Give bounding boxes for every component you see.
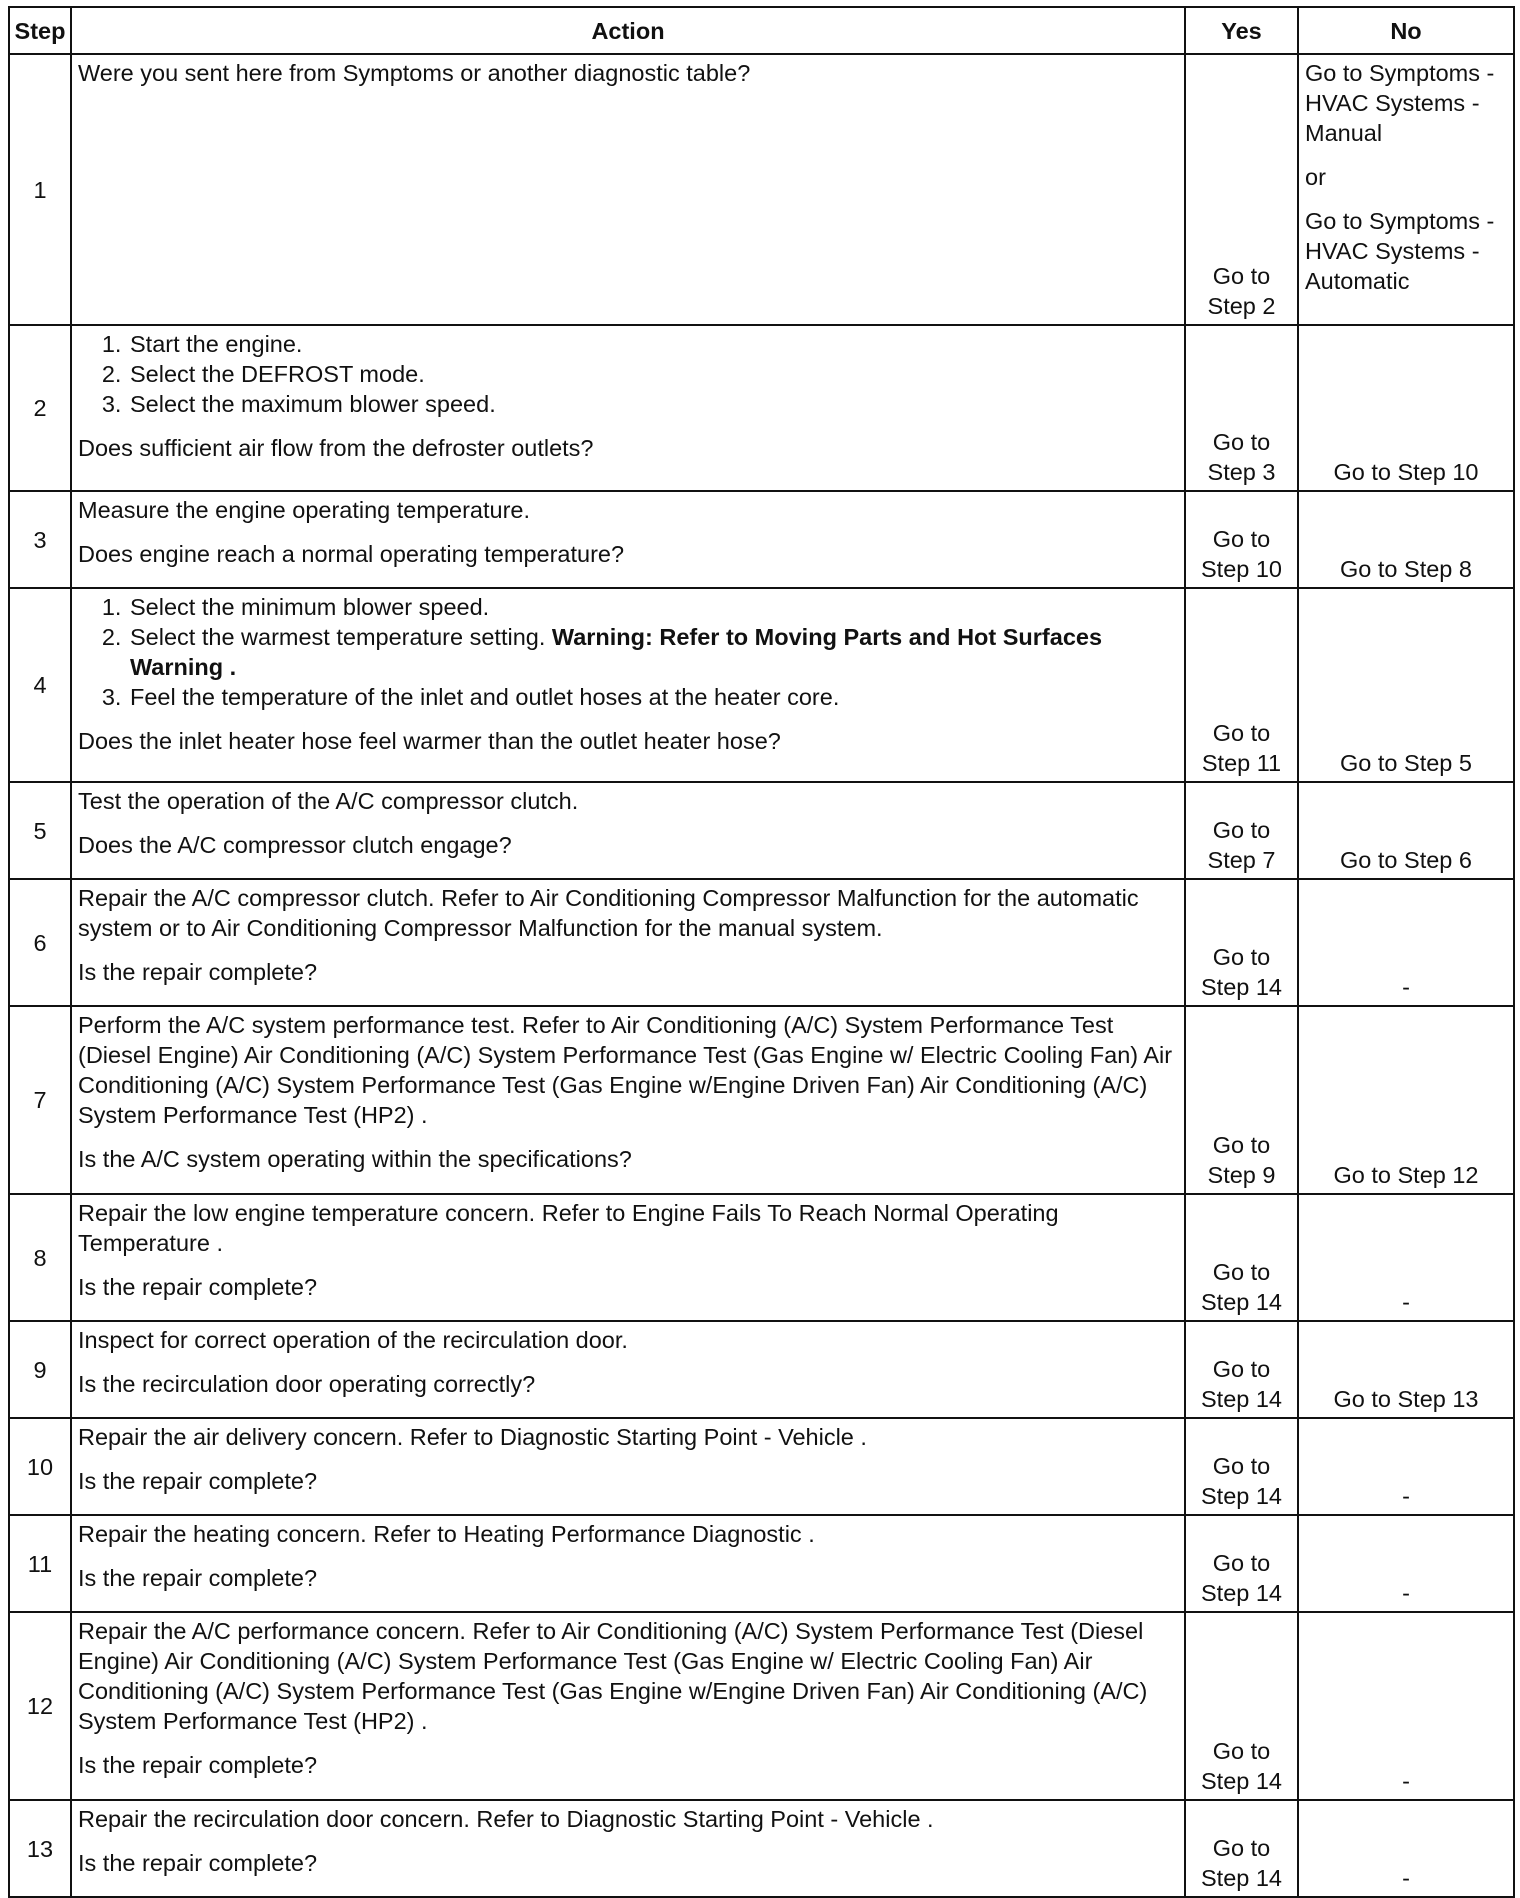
yes-step: Step 11 xyxy=(1201,750,1282,776)
yes-goto: Go to xyxy=(1212,1738,1271,1764)
action-cell xyxy=(71,1515,1185,1612)
no-cell: - xyxy=(1298,1800,1514,1897)
action-cell xyxy=(71,1612,1185,1800)
action-question: Is the repair complete? xyxy=(78,959,318,985)
action-cell xyxy=(71,879,1185,1006)
yes-step: Step 14 xyxy=(1200,1768,1282,1794)
action-cell xyxy=(71,54,1185,325)
yes-goto: Go to xyxy=(1212,720,1271,746)
action-cell xyxy=(71,491,1185,588)
table-row xyxy=(9,1515,1514,1612)
action-text: Repair the A/C performance concern. Refer to Air Conditioning (A/C) System Performance Test (Diesel Engine) Air Conditioning (A/C) System Performance Test (Gas Engine w/ Electric Cooling Fan) Air Conditioning (A/C) System Performance Test (Gas Engine w/Engine Driven Fan) Air Conditioning (A/C) System Performance Test (HP2) . xyxy=(78,1618,1148,1734)
no-cell: Go to Step 12 xyxy=(1298,1006,1514,1194)
no-cell: Go to Step 13 xyxy=(1298,1321,1514,1418)
table-row xyxy=(9,782,1514,879)
yes-cell xyxy=(1185,879,1298,1006)
action-question: Does the A/C compressor clutch engage? xyxy=(78,832,512,858)
table-row xyxy=(9,1800,1514,1897)
list-item-text: Select the warmest temperature setting. xyxy=(130,624,552,650)
yes-cell xyxy=(1185,1321,1298,1418)
action-cell xyxy=(71,1194,1185,1321)
step-number: 2 xyxy=(9,325,71,491)
action-question: Is the repair complete? xyxy=(78,1274,318,1300)
no-cell: - xyxy=(1298,1612,1514,1800)
yes-step: Step 7 xyxy=(1207,847,1276,873)
yes-cell xyxy=(1185,1194,1298,1321)
no-cell: - xyxy=(1298,1194,1514,1321)
no-cell: Go to Step 8 xyxy=(1298,491,1514,588)
step-number: 6 xyxy=(9,879,71,1006)
action-cell xyxy=(71,588,1185,782)
no-cell: Go to Step 10 xyxy=(1298,325,1514,491)
table-row xyxy=(9,588,1514,782)
step-number: 12 xyxy=(9,1612,71,1800)
action-question: Is the repair complete? xyxy=(78,1850,318,1876)
yes-cell xyxy=(1185,325,1298,491)
yes-cell xyxy=(1185,588,1298,782)
action-cell xyxy=(71,325,1185,491)
no-cell: - xyxy=(1298,1418,1514,1515)
yes-goto: Go to xyxy=(1212,1550,1271,1576)
yes-goto: Go to xyxy=(1212,944,1271,970)
table-row xyxy=(9,879,1514,1006)
step-number: 5 xyxy=(9,782,71,879)
yes-goto: Go to xyxy=(1212,1835,1271,1861)
action-cell xyxy=(71,1321,1185,1418)
action-text: Repair the recirculation door concern. Refer to Diagnostic Starting Point - Vehicle . xyxy=(78,1806,934,1832)
list-item xyxy=(128,622,1178,682)
yes-step: Step 14 xyxy=(1200,974,1282,1000)
list-item: 1. Start the engine. xyxy=(128,329,1178,359)
yes-step: Step 3 xyxy=(1207,459,1276,485)
yes-cell xyxy=(1185,1800,1298,1897)
diagnostic-table xyxy=(8,6,1515,1898)
step-number: 7 xyxy=(9,1006,71,1194)
yes-goto: Go to xyxy=(1212,1453,1271,1479)
yes-cell xyxy=(1185,782,1298,879)
table-row xyxy=(9,325,1514,491)
warning-link[interactable]: Warning: Refer to Moving Parts and Hot Surfaces Warning . xyxy=(130,624,1103,680)
yes-goto: Go to xyxy=(1212,526,1271,552)
action-cell xyxy=(71,1006,1185,1194)
table-header-row xyxy=(9,7,1514,54)
table-row xyxy=(9,1612,1514,1800)
action-question: Is the recirculation door operating correctly? xyxy=(78,1371,536,1397)
no-cell: - xyxy=(1298,1515,1514,1612)
yes-goto: Go to xyxy=(1212,429,1271,455)
list-item: 3. Select the maximum blower speed. xyxy=(128,389,1178,419)
yes-step: Step 9 xyxy=(1207,1162,1276,1188)
action-text: Test the operation of the A/C compressor clutch. xyxy=(78,788,579,814)
yes-cell xyxy=(1185,1515,1298,1612)
yes-goto: Go to xyxy=(1212,817,1271,843)
step-number: 9 xyxy=(9,1321,71,1418)
yes-step: Step 14 xyxy=(1200,1483,1282,1509)
header-step: Step xyxy=(9,7,71,54)
action-text: Were you sent here from Symptoms or another diagnostic table? xyxy=(78,60,751,86)
no-cell: Go to Step 6 xyxy=(1298,782,1514,879)
no-cell: Go to Step 5 xyxy=(1298,588,1514,782)
yes-cell xyxy=(1185,1612,1298,1800)
step-number: 3 xyxy=(9,491,71,588)
yes-step: Step 10 xyxy=(1200,556,1282,582)
yes-goto: Go to xyxy=(1212,1132,1271,1158)
yes-cell xyxy=(1185,491,1298,588)
table-row xyxy=(9,1194,1514,1321)
action-question: Does sufficient air flow from the defroster outlets? xyxy=(78,435,594,461)
action-text: Repair the air delivery concern. Refer to Diagnostic Starting Point - Vehicle . xyxy=(78,1424,867,1450)
no-or: or xyxy=(1305,164,1326,190)
yes-goto: Go to xyxy=(1212,263,1271,289)
action-list xyxy=(78,329,1178,419)
action-question: Is the repair complete? xyxy=(78,1752,318,1778)
action-question: Does the inlet heater hose feel warmer than the outlet heater hose? xyxy=(78,728,781,754)
action-text: Repair the low engine temperature concern. Refer to Engine Fails To Reach Normal Operating Temperature . xyxy=(78,1200,1059,1256)
step-number: 13 xyxy=(9,1800,71,1897)
list-item: 3. Feel the temperature of the inlet and outlet hoses at the heater core. xyxy=(128,682,1178,712)
step-number: 1 xyxy=(9,54,71,325)
header-no: No xyxy=(1298,7,1514,54)
list-item: 1. Select the minimum blower speed. xyxy=(128,592,1178,622)
step-number: 4 xyxy=(9,588,71,782)
table-row xyxy=(9,1418,1514,1515)
no-cell: - xyxy=(1298,879,1514,1006)
table-row xyxy=(9,1006,1514,1194)
step-number: 11 xyxy=(9,1515,71,1612)
diagnostic-table-container xyxy=(8,6,1513,1898)
step-number: 10 xyxy=(9,1418,71,1515)
header-yes: Yes xyxy=(1185,7,1298,54)
no-option-automatic: Go to Symptoms - HVAC Systems - Automatic xyxy=(1305,208,1495,294)
action-list xyxy=(78,592,1178,712)
table-row xyxy=(9,54,1514,325)
action-text: Perform the A/C system performance test. Refer to Air Conditioning (A/C) System Performance Test (Diesel Engine) Air Conditioning (A/C) System Performance Test (Gas Engine w/ Electric Cooling Fan) Air Conditioning (A/C) System Performance Test (Gas Engine w/Engine Driven Fan) Air Conditioning (A/C) System Performance Test (HP2) . xyxy=(78,1012,1173,1128)
table-row xyxy=(9,1321,1514,1418)
action-text: Repair the heating concern. Refer to Heating Performance Diagnostic . xyxy=(78,1521,815,1547)
action-question: Is the repair complete? xyxy=(78,1565,318,1591)
no-option-manual: Go to Symptoms - HVAC Systems - Manual xyxy=(1305,60,1495,146)
yes-step: Step 2 xyxy=(1207,293,1276,319)
header-action: Action xyxy=(71,7,1185,54)
list-item: 2. Select the DEFROST mode. xyxy=(128,359,1178,389)
action-text: Repair the A/C compressor clutch. Refer to Air Conditioning Compressor Malfunction for the automatic system or to Air Conditioning Compressor Malfunction for the manual system. xyxy=(78,885,1139,941)
yes-cell xyxy=(1185,54,1298,325)
step-number: 8 xyxy=(9,1194,71,1321)
action-cell xyxy=(71,782,1185,879)
action-cell xyxy=(71,1800,1185,1897)
yes-step: Step 14 xyxy=(1200,1386,1282,1412)
yes-cell xyxy=(1185,1006,1298,1194)
action-question: Is the A/C system operating within the specifications? xyxy=(78,1146,632,1172)
table-row xyxy=(9,491,1514,588)
yes-step: Step 14 xyxy=(1200,1580,1282,1606)
yes-goto: Go to xyxy=(1212,1259,1271,1285)
action-question: Does engine reach a normal operating temperature? xyxy=(78,541,625,567)
action-question: Is the repair complete? xyxy=(78,1468,318,1494)
action-cell xyxy=(71,1418,1185,1515)
no-cell xyxy=(1298,54,1514,325)
action-text: Measure the engine operating temperature. xyxy=(78,497,531,523)
action-text: Inspect for correct operation of the recirculation door. xyxy=(78,1327,628,1353)
yes-goto: Go to xyxy=(1212,1356,1271,1382)
yes-cell xyxy=(1185,1418,1298,1515)
yes-step: Step 14 xyxy=(1200,1865,1282,1891)
yes-step: Step 14 xyxy=(1200,1289,1282,1315)
